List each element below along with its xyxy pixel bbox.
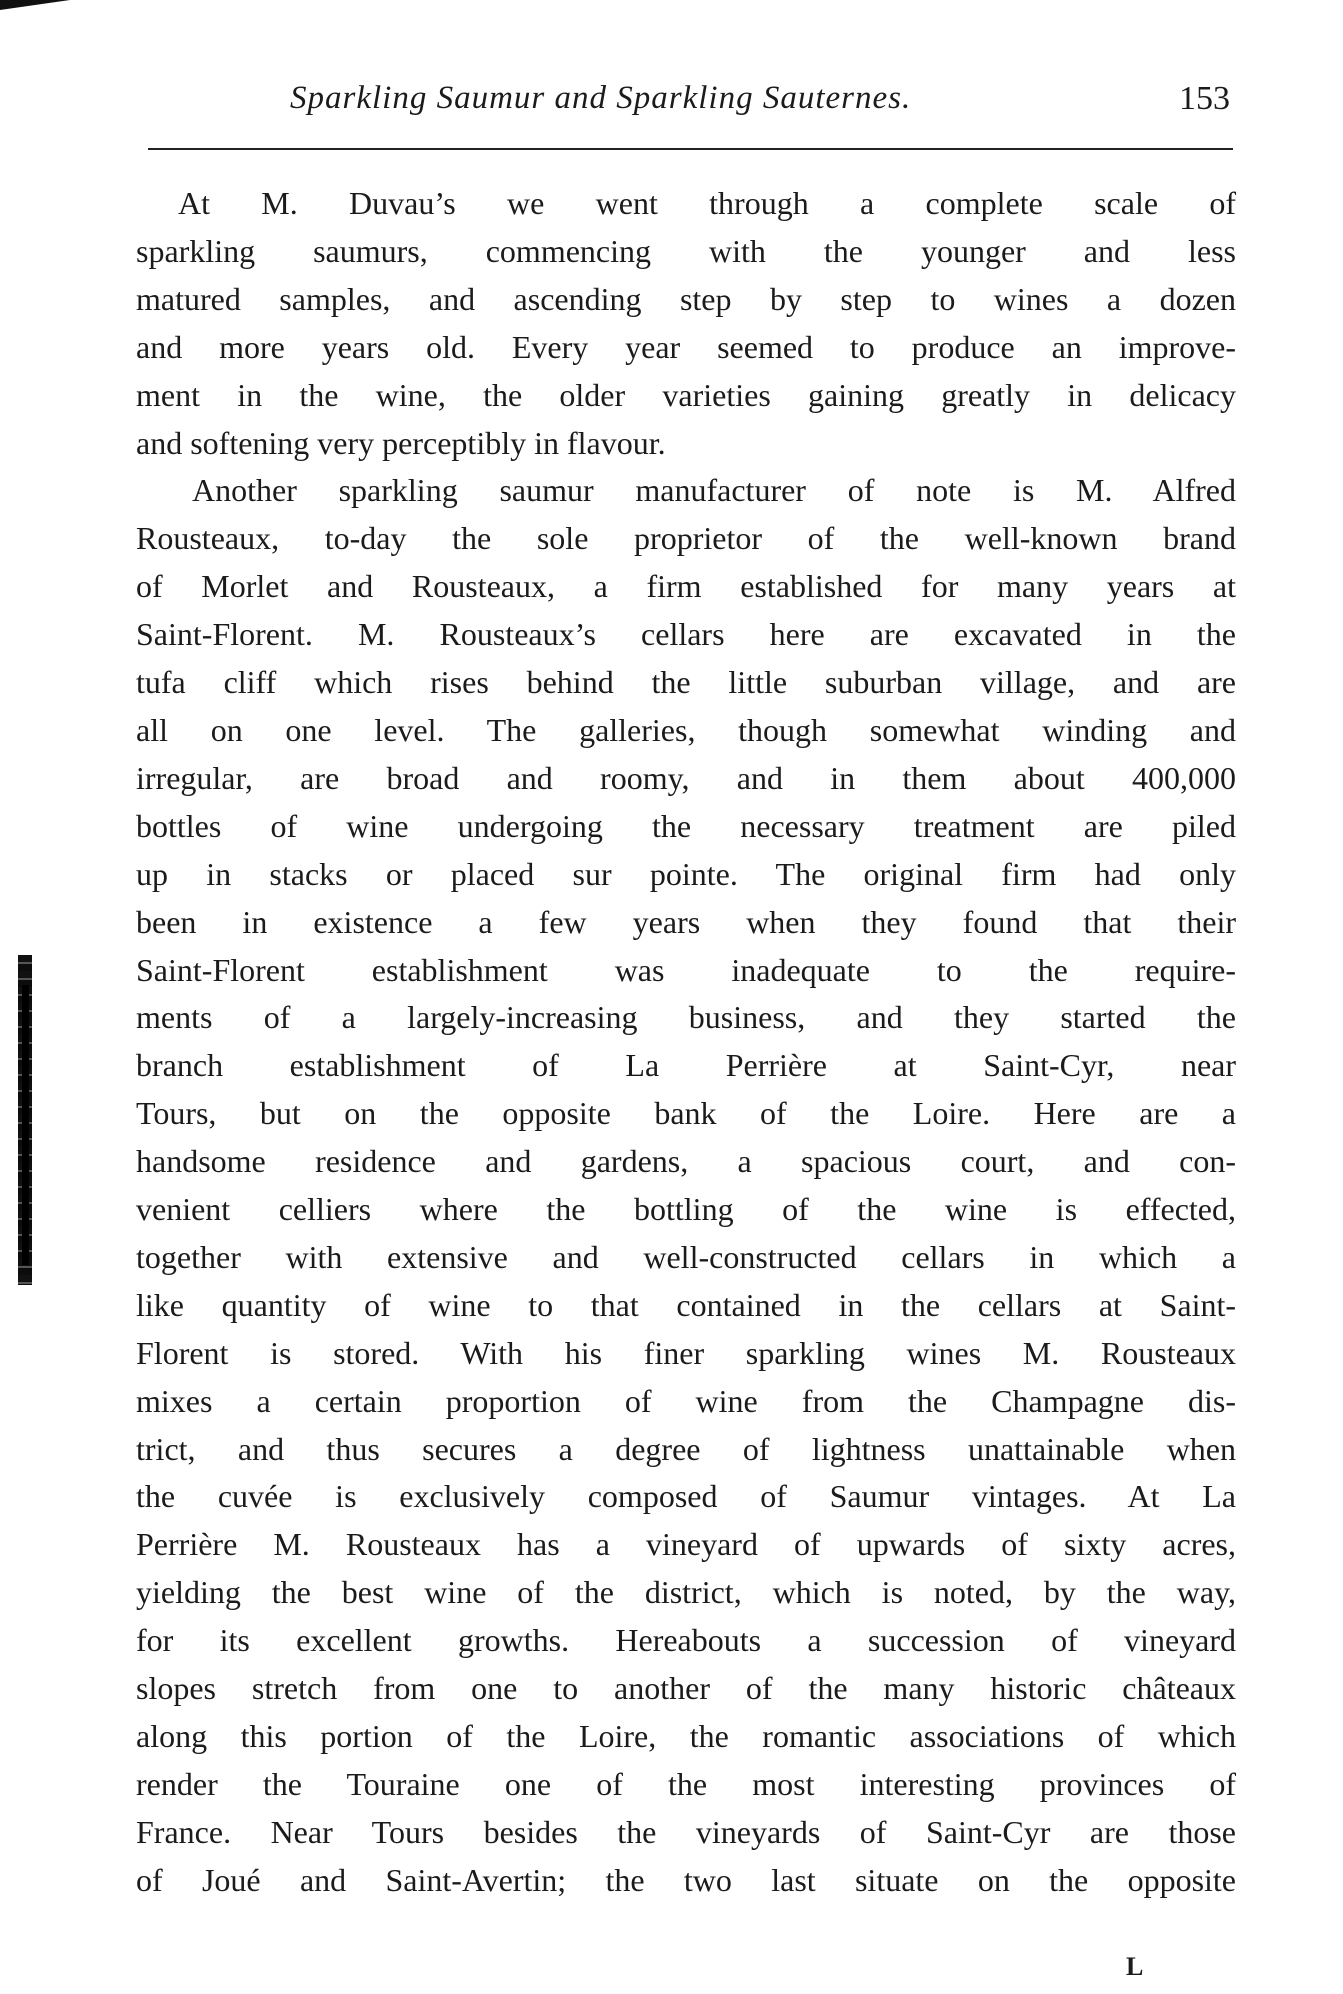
text-line: Saint-Florent. M. Rousteaux’s cellars here are excavated in the bbox=[136, 616, 1236, 653]
text-line: bottles of wine undergoing the necessary treatment are piled bbox=[136, 807, 1236, 844]
scan-corner-mark-tail bbox=[0, 0, 40, 4]
text-line: mixes a certain proportion of wine from the Champagne dis- bbox=[136, 1382, 1236, 1419]
text-line: and more years old. Every year seemed to produce an improve- bbox=[136, 328, 1236, 365]
text-line: the cuvée is exclusively composed of Saumur vintages. At La bbox=[136, 1478, 1236, 1515]
header-rule bbox=[148, 148, 1233, 150]
page-number: 153 bbox=[1179, 80, 1230, 117]
text-line: and softening very perceptibly in flavour. bbox=[136, 424, 666, 461]
text-line: of Joué and Saint-Avertin; the two last situate on the opposite bbox=[136, 1861, 1236, 1898]
text-line: for its excellent growths. Hereabouts a succession of vineyard bbox=[136, 1622, 1236, 1659]
text-line: of Morlet and Rousteaux, a firm established for many years at bbox=[136, 568, 1236, 605]
text-line: venient celliers where the bottling of the wine is effected, bbox=[136, 1191, 1236, 1228]
text-line: sparkling saumurs, commencing with the younger and less bbox=[136, 232, 1236, 269]
text-line: Perrière M. Rousteaux has a vineyard of upwards of sixty acres, bbox=[136, 1526, 1236, 1563]
text-line: together with extensive and well-constructed cellars in which a bbox=[136, 1238, 1236, 1275]
scan-margin-artifact-core bbox=[22, 985, 29, 1265]
text-line: ment in the wine, the older varieties gaining greatly in delicacy bbox=[136, 376, 1236, 413]
text-line: tufa cliff which rises behind the little suburban village, and are bbox=[136, 664, 1236, 701]
text-line: like quantity of wine to that contained in the cellars at Saint- bbox=[136, 1286, 1236, 1323]
text-line: Florent is stored. With his finer sparkling wines M. Rousteaux bbox=[136, 1334, 1236, 1371]
text-line: all on one level. The galleries, though somewhat winding and bbox=[136, 711, 1236, 748]
text-line: Tours, but on the opposite bank of the Loire. Here are a bbox=[136, 1095, 1236, 1132]
running-head bbox=[290, 80, 1230, 120]
text-line: yielding the best wine of the district, which is noted, by the way, bbox=[136, 1574, 1236, 1611]
body-text bbox=[136, 180, 1236, 1905]
running-title: Sparkling Saumur and Sparkling Sauternes. bbox=[290, 80, 912, 116]
text-line: branch establishment of La Perrière at Saint-Cyr, near bbox=[136, 1047, 1236, 1084]
text-line: France. Near Tours besides the vineyards of Saint-Cyr are those bbox=[136, 1813, 1236, 1850]
text-line: Another sparkling saumur manufacturer of note is M. Alfred bbox=[192, 472, 1236, 509]
text-line: render the Touraine one of the most interesting provinces of bbox=[136, 1765, 1236, 1802]
text-line: At M. Duvau’s we went through a complete scale of bbox=[178, 185, 1236, 221]
text-line: along this portion of the Loire, the romantic associations of which bbox=[136, 1718, 1236, 1754]
text-line: matured samples, and ascending step by step to wines a dozen bbox=[136, 280, 1236, 317]
text-line: trict, and thus secures a degree of lightness unattainable when bbox=[136, 1430, 1236, 1467]
signature-mark: L bbox=[1126, 1952, 1144, 1981]
text-line: been in existence a few years when they found that their bbox=[136, 903, 1236, 940]
text-line: up in stacks or placed sur pointe. The original firm had only bbox=[136, 855, 1236, 892]
text-line: ments of a largely-increasing business, and they started the bbox=[136, 999, 1236, 1036]
text-line: slopes stretch from one to another of the many historic châteaux bbox=[136, 1670, 1236, 1707]
text-line: irregular, are broad and roomy, and in them about 400,000 bbox=[136, 759, 1236, 796]
text-line: Saint-Florent establishment was inadequate to the require- bbox=[136, 951, 1236, 988]
text-line: handsome residence and gardens, a spacious court, and con- bbox=[136, 1143, 1236, 1180]
text-line: Rousteaux, to-day the sole proprietor of the well-known brand bbox=[136, 520, 1236, 557]
